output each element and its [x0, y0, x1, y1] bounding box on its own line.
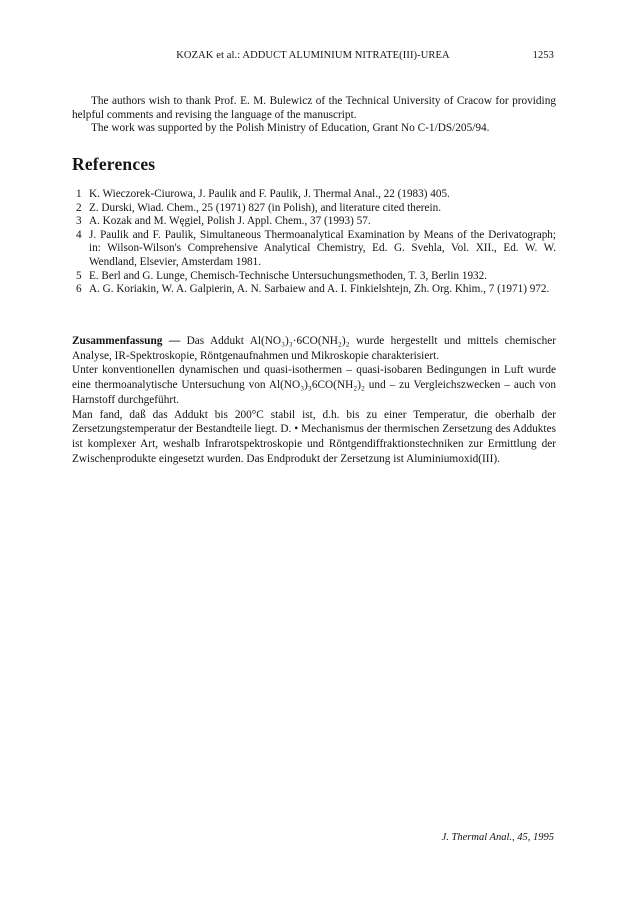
acknowledgements [72, 95, 556, 136]
reference-number: 3 [76, 215, 82, 228]
reference-text: J. Paulik and F. Paulik, Simultaneous Thermoanalytical Examination by Means of the Derivatograph; in: Wilson-Wilson's Comprehensive Analytical Chemistry, Ed. G. Svehla, Vol. XII., Ed. W. W. Wendland, Elsevier, Amsterdam 1981. [89, 228, 556, 268]
page-number: 1253 [532, 50, 554, 61]
summary-paragraph: Unter konventionellen dynamischen und quasi-isothermen – quasi-isobaren Bedingungen in Luft wurde eine thermoanalytische Untersuchung von Al(NO₃)₃6CO(NH₂)₂ und – zu Vergleichszwecken – auch von Harnstoff durchgeführt. [72, 364, 556, 406]
reference-text: Z. Durski, Wiad. Chem., 25 (1971) 827 (in Polish), and literature cited therein. [89, 201, 441, 214]
reference-number: 4 [76, 228, 82, 241]
summary-paragraph [72, 334, 556, 363]
reference-list [76, 188, 556, 297]
reference-number: 5 [76, 269, 82, 282]
reference-item [76, 188, 556, 202]
journal-citation: J. Thermal Anal., 45, 1995 [441, 832, 554, 843]
reference-text: E. Berl and G. Lunge, Chemisch-Technische Untersuchungsmethoden, T. 3, Berlin 1932. [89, 269, 488, 282]
reference-text: K. Wieczorek-Ciurowa, J. Paulik and F. Paulik, J. Thermal Anal., 22 (1983) 405. [89, 188, 450, 200]
reference-number: 1 [76, 188, 82, 200]
reference-text: A. G. Koriakin, W. A. Galpierin, A. N. Sarbaiew and A. I. Finkielshtejn, Zh. Org. Khim., 7 (1971) 972. [89, 283, 550, 296]
reference-item [76, 270, 556, 284]
summary-paragraph: Man fand, daß das Addukt bis 200°C stabil ist, d.h. bis zu einer Temperatur, die oberhalb der Zersetzungstemperatur der Bestandteile liegt. D. • Mechanismus der thermischen Zersetzung des Adduktes ist komplexer Art, weshalb Infrarotspektroskopie und Röntgendiffraktionstechniken zur Ermittlung der Zwischenprodukte eingesetzt wurden. Das Endprodukt der Zersetzung ist Aluminiumoxid(III). [72, 408, 556, 465]
reference-item [76, 215, 556, 229]
reference-item [76, 229, 556, 270]
acknowledgement-paragraph: The authors wish to thank Prof. E. M. Bulewicz of the Technical University of Cracow for providing helpful comments and revising the language of the manuscript. [72, 95, 556, 121]
reference-number: 2 [76, 201, 82, 214]
reference-number: 6 [76, 283, 82, 296]
summary-label: Zusammenfassung — [72, 335, 181, 347]
acknowledgement-paragraph: The work was supported by the Polish Ministry of Education, Grant No C-1/DS/205/94. [91, 122, 490, 135]
reference-item [76, 202, 556, 216]
reference-text: A. Kozak and M. Węgiel, Polish J. Appl. Chem., 37 (1993) 57. [89, 215, 371, 228]
references-heading: References [72, 154, 156, 174]
summary-text: Das Addukt Al(NO₃)₃·6CO(NH₂)₂ wurde hergestellt und mittels chemischer Analyse, IR-Spektroskopie, Röntgenaufnahmen und Mikroskopie charakterisiert. [72, 335, 557, 362]
reference-item [76, 283, 556, 297]
german-summary [72, 334, 556, 466]
running-title: KOZAK et al.: ADDUCT ALUMINIUM NITRATE(III)-UREA [176, 50, 450, 61]
